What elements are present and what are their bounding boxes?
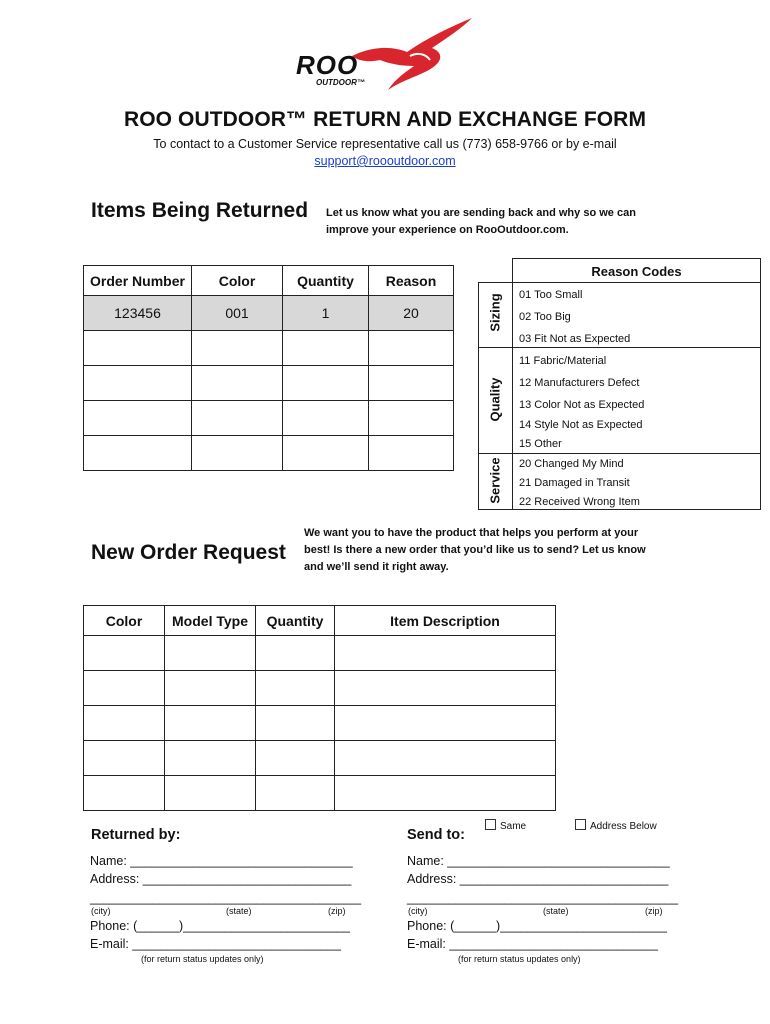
new-order-heading: New Order Request xyxy=(91,541,286,564)
address-below-checkbox[interactable] xyxy=(575,819,586,830)
table-row xyxy=(84,366,454,401)
col-item-description: Item Description xyxy=(335,606,556,636)
table-row xyxy=(84,436,454,471)
item-description-cell[interactable] xyxy=(335,636,556,671)
returned-by-email-note: (for return status updates only) xyxy=(141,954,264,964)
address-below-option[interactable] xyxy=(575,819,657,832)
send-to-city-line[interactable]: _______________________________________ xyxy=(407,891,679,905)
reason-cell[interactable] xyxy=(369,366,454,401)
color-cell[interactable] xyxy=(192,436,283,471)
color-cell[interactable] xyxy=(84,671,165,706)
reason-code-item: 20 Changed My Mind xyxy=(519,458,624,470)
reason-code-item: 03 Fit Not as Expected xyxy=(519,333,631,345)
new-order-note: We want you to have the product that helps you perform at your best! Is there a new order that you’d like us to send? Let us know and we’ll send it right away. xyxy=(304,527,646,573)
model-type-cell[interactable] xyxy=(165,706,256,741)
same-checkbox[interactable] xyxy=(485,819,496,830)
returned-by-city-caption: (city) xyxy=(91,906,111,916)
reason-code-item: 21 Damaged in Transit xyxy=(519,477,630,489)
reason-codes-divider xyxy=(512,282,513,510)
quantity-cell[interactable] xyxy=(256,776,335,811)
reason-code-item: 01 Too Small xyxy=(519,289,583,301)
group-label-sizing: Sizing xyxy=(487,293,503,332)
quantity-cell[interactable] xyxy=(283,436,369,471)
color-cell[interactable] xyxy=(84,636,165,671)
quantity-cell[interactable] xyxy=(283,331,369,366)
order-number-cell[interactable] xyxy=(84,436,192,471)
reason-cell[interactable]: 20 xyxy=(369,296,454,331)
returned-by-zip-caption: (zip) xyxy=(328,906,346,916)
returned-by-state-caption: (state) xyxy=(226,906,252,916)
order-number-cell[interactable]: 123456 xyxy=(84,296,192,331)
col-quantity: Quantity xyxy=(283,266,369,296)
group-divider xyxy=(478,453,761,454)
color-cell[interactable] xyxy=(192,331,283,366)
color-cell[interactable] xyxy=(192,366,283,401)
returned-by-city-line[interactable]: _______________________________________ xyxy=(90,891,362,905)
table-row xyxy=(84,401,454,436)
contact-line: To contact to a Customer Service representative call us (773) 658-9766 or by e-mail xyxy=(153,137,617,151)
support-email-link[interactable]: support@roooutdoor.com xyxy=(314,154,456,168)
items-returned-note: Let us know what you are sending back and why so we can improve your experience on RooOutdoor.com. xyxy=(326,207,636,236)
same-option[interactable] xyxy=(485,819,526,832)
item-description-cell[interactable] xyxy=(335,671,556,706)
send-to-email-note: (for return status updates only) xyxy=(458,954,581,964)
color-cell[interactable] xyxy=(84,706,165,741)
roo-outdoor-logo xyxy=(292,16,477,100)
reason-code-item: 14 Style Not as Expected xyxy=(519,419,643,431)
reason-code-item: 02 Too Big xyxy=(519,311,571,323)
model-type-cell[interactable] xyxy=(165,741,256,776)
table-row xyxy=(84,671,556,706)
items-returned-heading: Items Being Returned xyxy=(91,199,309,222)
send-to-phone-field[interactable]: Phone: (______)________________________ xyxy=(407,919,667,933)
logo-subtext: OUTDOOR™ xyxy=(316,78,365,87)
group-divider xyxy=(478,347,761,348)
reason-code-item: 11 Fabric/Material xyxy=(519,355,607,367)
quantity-cell[interactable] xyxy=(283,366,369,401)
group-label-quality: Quality xyxy=(487,377,503,422)
page-title: ROO OUTDOOR™ RETURN AND EXCHANGE FORM xyxy=(123,108,647,131)
send-to-address-field[interactable]: Address: ______________________________ xyxy=(407,872,669,886)
returned-by-email-field[interactable]: E-mail: ______________________________ xyxy=(90,937,341,951)
model-type-cell[interactable] xyxy=(165,636,256,671)
reason-code-item: 15 Other xyxy=(519,438,562,450)
table-row xyxy=(84,706,556,741)
col-quantity: Quantity xyxy=(256,606,335,636)
order-number-cell[interactable] xyxy=(84,331,192,366)
col-reason: Reason xyxy=(369,266,454,296)
send-to-email-field[interactable]: E-mail: ______________________________ xyxy=(407,937,658,951)
reason-code-item: 13 Color Not as Expected xyxy=(519,399,645,411)
quantity-cell[interactable]: 1 xyxy=(283,296,369,331)
same-option-label: Same xyxy=(500,821,527,832)
returned-by-name-field[interactable]: Name: ________________________________ xyxy=(90,854,353,868)
quantity-cell[interactable] xyxy=(256,671,335,706)
col-model-type: Model Type xyxy=(165,606,256,636)
item-description-cell[interactable] xyxy=(335,776,556,811)
order-number-cell[interactable] xyxy=(84,401,192,436)
returned-items-header xyxy=(84,266,454,296)
color-cell[interactable] xyxy=(84,776,165,811)
returned-by-label: Returned by: xyxy=(91,827,181,843)
contact-info xyxy=(0,136,770,170)
table-row xyxy=(84,741,556,776)
reason-cell[interactable] xyxy=(369,401,454,436)
logo-text: ROO xyxy=(296,50,359,80)
send-to-label: Send to: xyxy=(407,827,465,843)
model-type-cell[interactable] xyxy=(165,671,256,706)
send-to-city-caption: (city) xyxy=(408,906,428,916)
quantity-cell[interactable] xyxy=(256,706,335,741)
quantity-cell[interactable] xyxy=(256,741,335,776)
item-description-cell[interactable] xyxy=(335,741,556,776)
returned-by-address-field[interactable]: Address: ______________________________ xyxy=(90,872,352,886)
address-below-option-label: Address Below xyxy=(590,821,657,832)
returned-items-table xyxy=(83,265,454,471)
col-color: Color xyxy=(192,266,283,296)
reason-codes-heading: Reason Codes xyxy=(512,258,761,282)
quantity-cell[interactable] xyxy=(283,401,369,436)
col-order-number: Order Number xyxy=(84,266,192,296)
send-to-name-field[interactable]: Name: ________________________________ xyxy=(407,854,670,868)
item-description-cell[interactable] xyxy=(335,706,556,741)
col-color: Color xyxy=(84,606,165,636)
table-row xyxy=(84,331,454,366)
table-row xyxy=(84,776,556,811)
model-type-cell[interactable] xyxy=(165,776,256,811)
color-cell[interactable] xyxy=(192,401,283,436)
order-number-cell[interactable] xyxy=(84,366,192,401)
send-to-zip-caption: (zip) xyxy=(645,906,663,916)
new-order-table xyxy=(83,605,556,811)
returned-by-phone-field[interactable]: Phone: (______)________________________ xyxy=(90,919,350,933)
group-label-service: Service xyxy=(487,457,503,504)
quantity-cell[interactable] xyxy=(256,636,335,671)
color-cell[interactable]: 001 xyxy=(192,296,283,331)
reason-code-item: 22 Received Wrong Item xyxy=(519,496,640,508)
reason-cell[interactable] xyxy=(369,436,454,471)
table-row xyxy=(84,636,556,671)
reason-cell[interactable] xyxy=(369,331,454,366)
send-to-state-caption: (state) xyxy=(543,906,569,916)
reason-code-item: 12 Manufacturers Defect xyxy=(519,377,640,389)
new-order-header xyxy=(84,606,556,636)
table-row xyxy=(84,296,454,331)
color-cell[interactable] xyxy=(84,741,165,776)
